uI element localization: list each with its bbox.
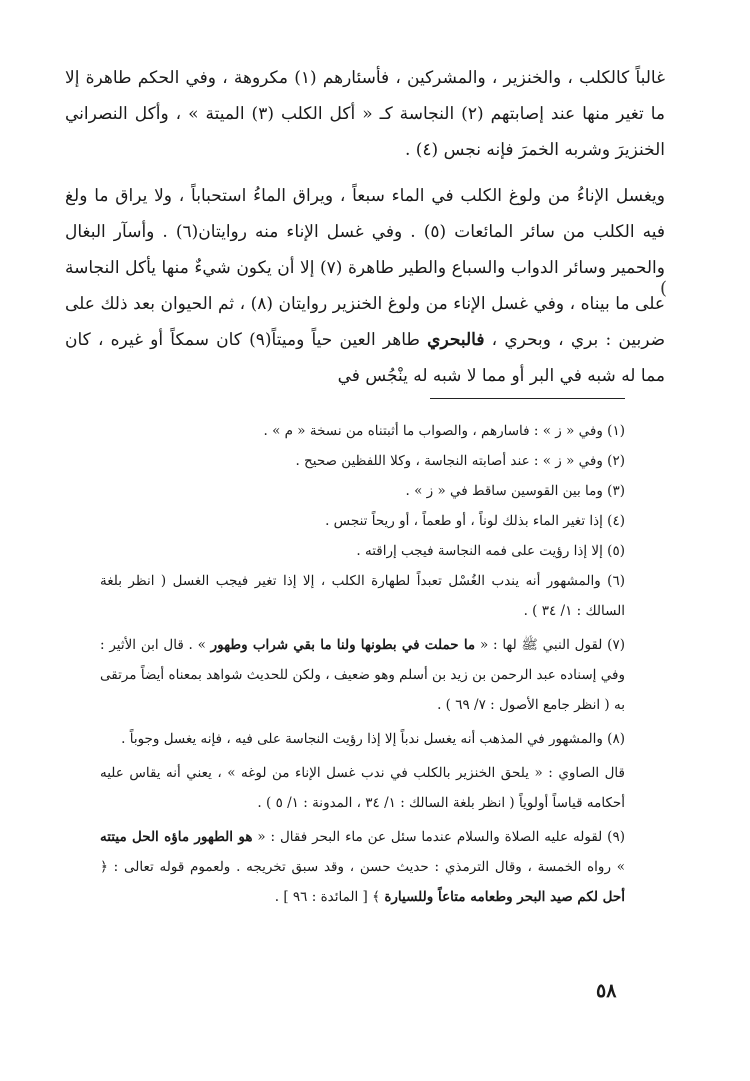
footnote-1: (١) وفي « ز » : فاسارهم ، والصواب ما أثبتناه من نسخة « م » . <box>263 423 625 439</box>
footnote-9-verse: أحل لكم صيد البحر وطعامه متاعاً وللسيارة <box>384 889 625 905</box>
footnote-9-end: ﴾ [ المائدة : ٩٦ ] . <box>274 889 381 905</box>
margin-bracket-mark: ( <box>660 278 668 299</box>
footnote-8: (٨) والمشهور في المذهب أنه يغسل ندباً إلا إذا رؤيت النجاسة على فيه ، فإنه يغسل وجوباً . <box>121 731 625 747</box>
footnote-7-end: » . قال ابن الأثير : وفي إسناده عبد الرحمن بن زيد بن أسلم وهو ضعيف ، ولكن للحديث شواهد بمعناه أيضاً مرتقى به ( انظر جامع الأصول : ٧/ ٦٩ ) . <box>100 637 625 713</box>
footnote-9-start: (٩) لقوله عليه الصلاة والسلام عندما سئل عن ماء البحر فقال : « <box>257 829 625 845</box>
footnote-6: (٦) والمشهور أنه يندب الغُسْل تعبداً لطهارة الكلب ، إلا إذا تغير فيجب الغسل ( انظر بلغة السالك : ١/ ٣٤ ) . <box>100 573 625 619</box>
main-paragraph-1: غالباً كالكلب ، والخنزير ، والمشركين ، فأسئارهم (١) مكروهة ، وفي الحكم طاهرة إلا ما تغير منها عند إصابتهم (٢) النجاسة كـ « أكل الكلب (٣) الميتة » ، وأكل النصراني الخنزيرَ وشربه الخمرَ فإنه نجس (٤) . <box>65 68 666 160</box>
footnote-4: (٤) إذا تغير الماء بذلك لوناً ، أو طعماً ، أو ريحاً تنجس . <box>325 513 625 529</box>
footnote-separator <box>430 398 625 399</box>
main-paragraph-2-end: طاهر العين حياً وميتاً(٩) كان سمكاً أو غيره ، كان مما له شبه في البر أو مما لا شبه له ينْجُس في <box>65 330 665 386</box>
footnotes <box>100 416 625 912</box>
footnote-7-start: (٧) لقول النبي ﷺ لها : « <box>479 637 625 653</box>
main-paragraph-2 <box>65 178 668 394</box>
footnote-2: (٢) وفي « ز » : عند أصابته النجاسة ، وكلا اللفظين صحيح . <box>295 453 625 469</box>
footnote-9-hadith: هو الطهور ماؤه الحل ميتته <box>100 829 253 845</box>
page-number: ٥٨ <box>596 980 617 1002</box>
footnote-9 <box>100 822 625 912</box>
main-text <box>65 60 668 394</box>
footnote-7 <box>100 630 625 720</box>
footnote-9-middle: » رواه الخمسة ، وقال الترمذي : حديث حسن ، وقد سبق تخريجه . ولعموم قوله تعالى : ﴿ <box>100 859 625 875</box>
footnote-5: (٥) إلا إذا رؤيت على فمه النجاسة فيجب إراقته . <box>356 543 625 559</box>
footnote-3: (٣) وما بين القوسين ساقط في « ز » . <box>405 483 625 499</box>
main-paragraph-2-text: ويغسل الإناءُ من ولوغ الكلب في الماء سبعاً ، ويراق الماءُ استحباباً ، ولا يراق ما ولغ فيه الكلب من سائر المائعات (٥) . وفي غسل الإناء منه روايتان(٦) . وأسآر البغال والحمير وسائر الدواب والسباع والطير طاهرة (٧) إلا أن يكون شيءٌ منها يأكل النجاسة على ما بيناه ، وفي غسل الإناء من ولوغ الخنزير روايتان (٨) ، ثم الحيوان بعد ذلك على ضربين : بري ، وبحري ، <box>65 186 666 350</box>
footnote-8-note: قال الصاوي : « يلحق الخنزير بالكلب في ندب غسل الإناء من لوغه » ، يعني أنه يقاس عليه أحكامه قياساً أولوياً ( انظر بلغة السالك : ١/ ٣٤ ، المدونة : ١/ ٥ ) . <box>100 765 625 811</box>
footnote-7-hadith: ما حملت في بطونها ولنا ما بقي شراب وطهور <box>210 637 476 653</box>
main-paragraph-2-bold: فالبحري <box>427 330 485 350</box>
